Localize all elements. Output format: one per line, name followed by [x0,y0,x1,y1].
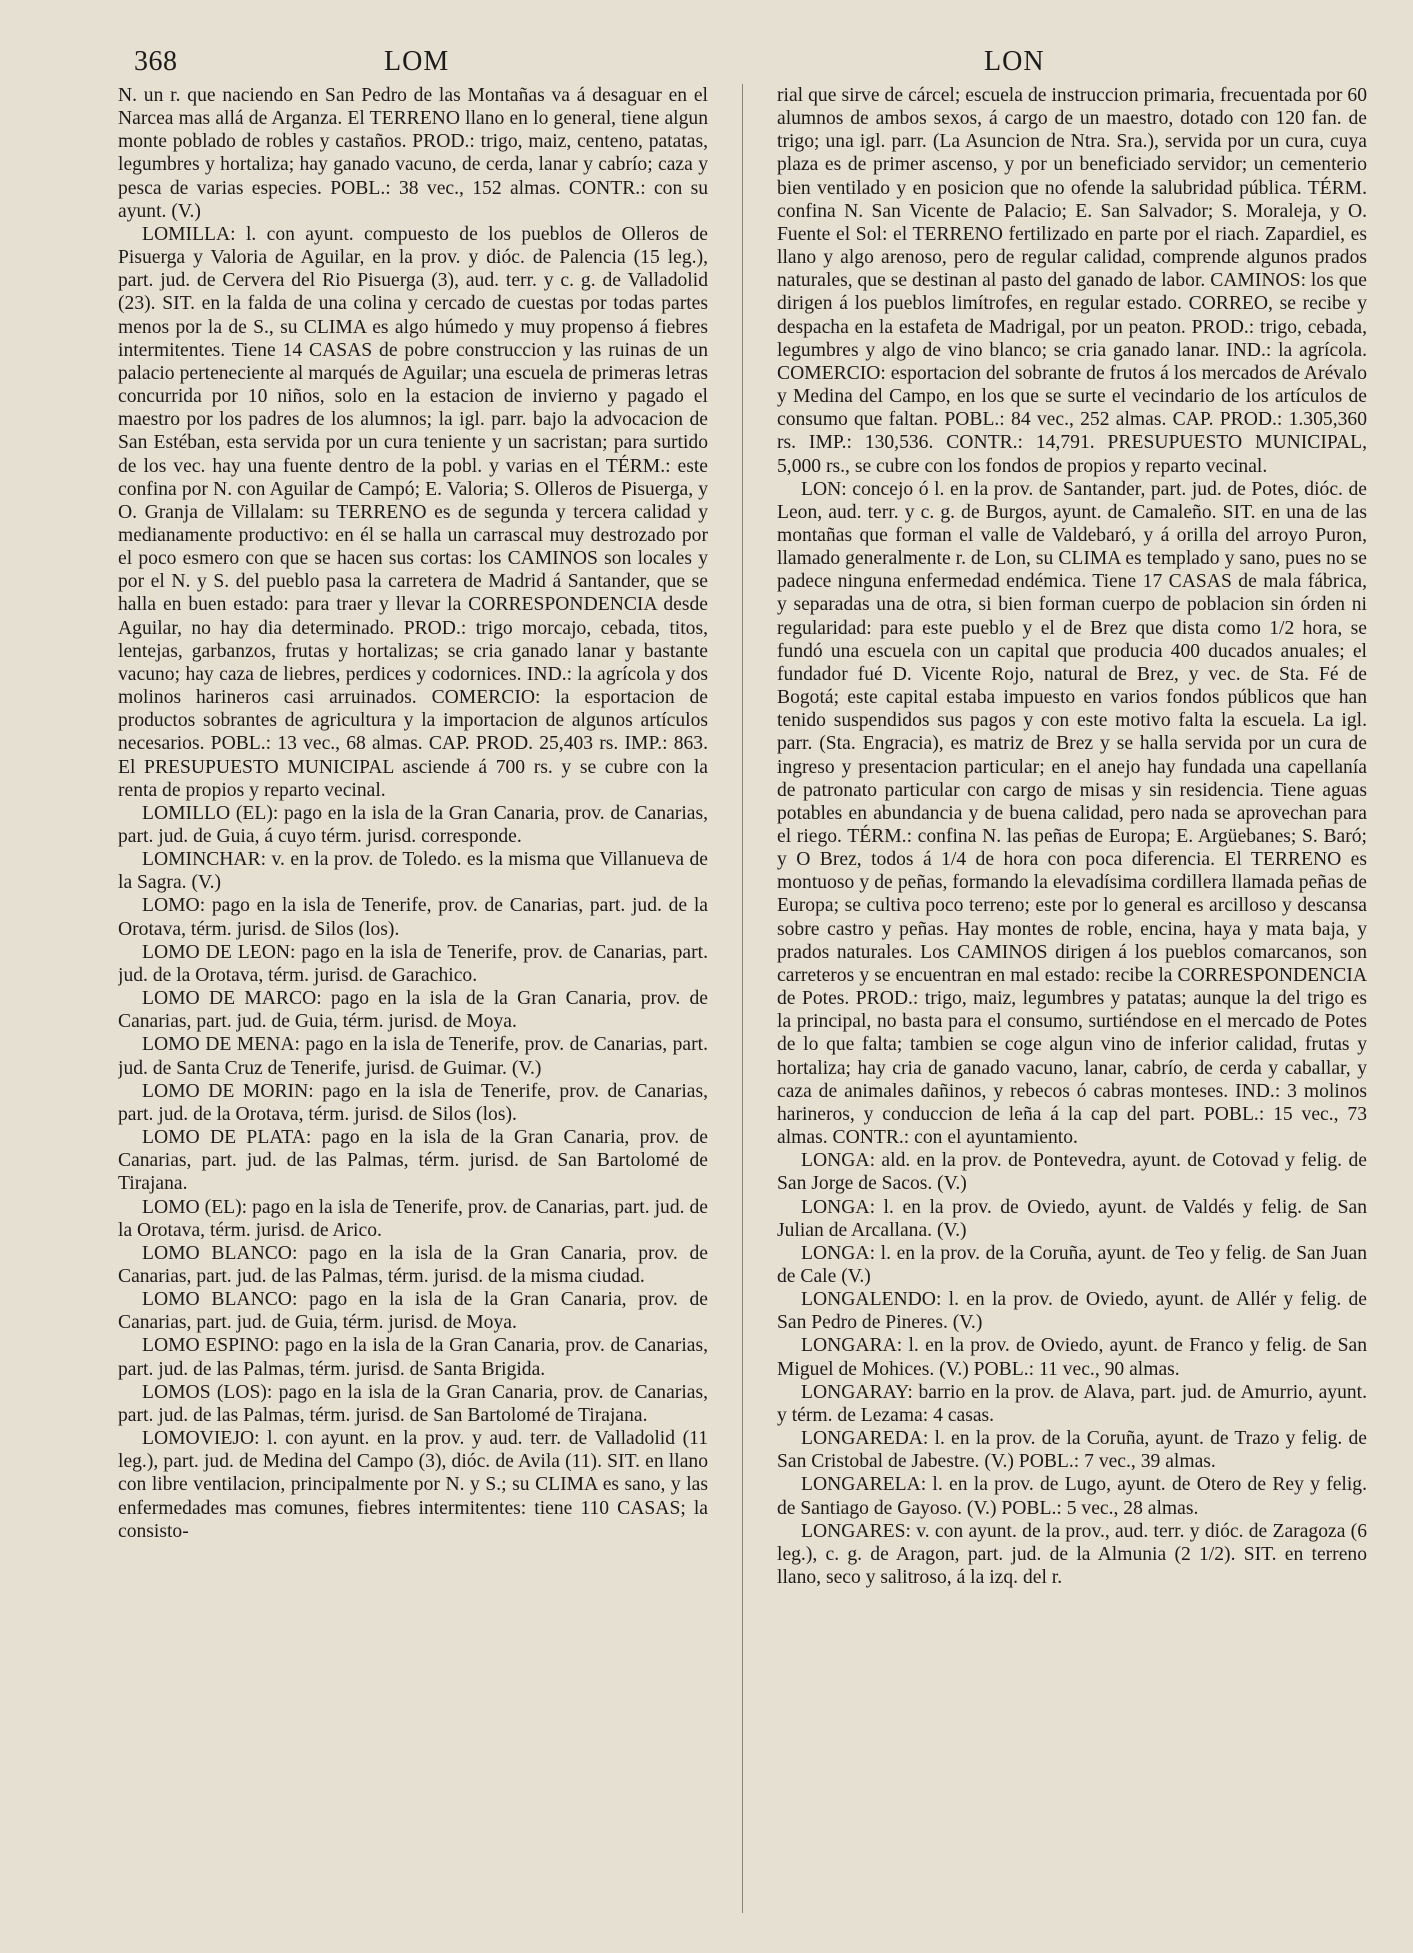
entry-longarela: LONGARELA: l. en la prov. de Lugo, ayunt. de Otero de Rey y felig. de Santiago de Gayoso. (V.) POBL.: 5 vec., 28 almas. [777,1474,1367,1519]
entry-text: rial que sirve de cárcel; escuela de instruccion primaria, frecuentada por 60 alumnos de ambos sexos, á cargo de un maestro, dotado con 120 fan. de trigo; una igl. parr. (La Asuncion de Ntra. Sra.), servida por un cura, cuya plaza es de primer ascenso, y por un beneficiado servidor; un cementerio bien ventilado y en posicion que no ofende la salubridad pública. TÉRM. confina N. San Vicente de Palacio; E. San Salvador; S. Moraleja, y O. Fuente el Sol: el TERRENO fertilizado en parte por el riach. Zapardiel, es llano y algo arenoso, pero de regular calidad, comprende algunos prados naturales, que se destinan al pasto del ganado de labor. CAMINOS: los que dirigen á los pueblos limítrofes, en regular estado. CORREO, se recibe y despacha en la estafeta de Madrigal, por un peaton. PROD.: trigo, cebada, legumbres y algo de vino blanco; se cria ganado lanar. IND.: la agrícola. COMERCIO: esportacion del sobrante de frutos á los mercados de Arévalo y Medina del Campo, en los que se surte el vecindario de los artículos de consumo que faltan. POBL.: 84 vec., 252 almas. CAP. PROD.: 1.305,360 rs. IMP.: 130,536. CONTR.: 14,791. PRESUPUESTO MUNICIPAL, 5,000 rs., se cubre con los fondos de propios y reparto vecinal. [777,85,1367,477]
entry-lomo-blanco-palmas: LOMO BLANCO: pago en la isla de la Gran Canaria, prov. de Canarias, part. jud. de las Palmas, térm. jurisd. de la misma ciudad. [118,1242,708,1287]
running-head-right: LON [984,46,1045,77]
entry-lomo-el: LOMO (EL): pago en la isla de Tenerife, prov. de Canarias, part. jud. de la Orotava, térm. jurisd. de Arico. [118,1196,708,1241]
entry-lomo-espino: LOMO ESPINO: pago en la isla de la Gran Canaria, prov. de Canarias, part. jud. de las Palmas, térm. jurisd. de Santa Brigida. [118,1335,708,1380]
entry-lomos-los: LOMOS (LOS): pago en la isla de la Gran Canaria, prov. de Canarias, part. jud. de las Palmas, térm. jurisd. de San Bartolomé de Tirajana. [118,1381,708,1426]
left-column [118,84,708,1913]
entry-longareda: LONGAREDA: l. en la prov. de la Coruña, ayunt. de Trazo y felig. de San Cristobal de Jabestre. (V.) POBL.: 7 vec., 39 almas. [777,1428,1367,1473]
entry-lomilla: LOMILLA: l. con ayunt. compuesto de los pueblos de Olleros de Pisuerga y Valoria de Aguilar, en la prov. y dióc. de Palencia (15 leg.), part. jud. de Cervera del Rio Pisuerga (3), aud. terr. y c. g. de Valladolid (23). SIT. en la falda de una colina y cercado de cuestas por todas partes menos por la de S., su CLIMA es algo húmedo y muy propenso á fiebres intermitentes. Tiene 14 CASAS de pobre construccion y las ruinas de un palacio perteneciente al marqués de Aguilar; una escuela de primeras letras concurrida por 10 niños, solo en la estacion de invierno y pagado el maestro por los padres de los alumnos; la igl. parr. bajo la advocacion de San Estéban, esta servida por un cura teniente y un sacristan; para surtido de los vec. hay una fuente dentro de la pobl. y varias en el TÉRM.: este confina por N. con Aguilar de Campó; E. Valoria; S. Olleros de Pisuerga, y O. Granja de Villalam: su TERRENO es de segunda y tercera calidad y medianamente productivo: en él se halla un carrascal muy destrozado por el poco esmero con que se hacen sus cortas: los CAMINOS son locales y por el N. y S. del pueblo pasa la carretera de Madrid á Santander, que se halla en buen estado: para traer y llevar la CORRESPONDENCIA desde Aguilar, no hay dia determinado. PROD.: trigo morcajo, cebada, titos, lentejas, garbanzos, frutas y hortalizas; se cria ganado lanar y bastante vacuno; hay caza de liebres, perdices y codornices. IND.: la agrícola y dos molinos harineros casi arruinados. COMERCIO: la esportacion de productos sobrantes de agricultura y la importacion de algunos artículos necesarios. POBL.: 13 vec., 68 almas. CAP. PROD. 25,403 rs. IMP.: 863. El PRESUPUESTO MUNICIPAL asciende á 700 rs. y se cubre con la renta de propios y reparto vecinal. [118,223,708,801]
entry-longara: LONGARA: l. en la prov. de Oviedo, ayunt. de Franco y felig. de San Miguel de Mohices. (V.) POBL.: 11 vec., 90 almas. [777,1335,1367,1380]
entry-lomo-blanco-guia: LOMO BLANCO: pago en la isla de la Gran Canaria, prov. de Canarias, part. jud. de Guia, térm. jurisd. de Moya. [118,1289,708,1334]
text-columns [118,84,1367,1913]
running-head-left: LOM [384,46,450,77]
entry-lomo-de-leon: LOMO DE LEON: pago en la isla de Tenerife, prov. de Canarias, part. jud. de la Orotava, térm. jurisd. de Garachico. [118,941,708,986]
entry-lon: LON: concejo ó l. en la prov. de Santander, part. jud. de Potes, dióc. de Leon, aud. terr. y c. g. de Burgos, ayunt. de Camaleño. SIT. en una de las montañas que forman el valle de Valdebaró, y á orilla del arroyo Puron, llamado generalmente r. de Lon, su CLIMA es templado y sano, pues no se padece ninguna enfermedad endémica. Tiene 17 CASAS de mala fábrica, y separadas una de otra, si bien forman cuerpo de poblacion sin órden ni regularidad: para este pueblo y el de Brez que dista como 1/2 hora, se fundó una escuela con un capital que producia 400 ducados anuales; el fundador fué D. Vicente Rojo, natural de Brez, y vec. de Sta. Fé de Bogotá; este capital estaba impuesto en varios fondos públicos que han tenido suspendidos sus pagos y con este motivo falta la escuela. La igl. parr. (Sta. Engracia), es matriz de Brez y se halla servida por un cura de ingreso y presentacion particular; en el anejo hay fundada una capellanía de patronato particular con cargo de misas y sin residencia. Tiene aguas potables en abundancia y de buena calidad, pero nada se aprovechan para el riego. TÉRM.: confina N. las peñas de Europa; E. Argüebanes; S. Baró; y O Brez, todos á 1/4 de hora con poca diferencia. El TERRENO es montuoso y de peñas, formando la elevadísima cordillera llamada peñas de Europa; se cultiva poco terreno; este por lo general es arcilloso y descansa sobre castro y peñas. Hay montes de roble, encina, haya y mata baja, y prados naturales. Los CAMINOS dirigen á los pueblos comarcanos, son carreteros y se encuentran en mal estado: recibe la CORRESPONDENCIA de Potes. PROD.: trigo, maiz, legumbres y patatas; aunque la del trigo es la principal, no basta para el consumo, surtiéndose en el mercado de Potes de lo que falta; tambien se coge algun vino de inferior calidad, frutas y hortaliza; hay cria de ganado vacuno, lanar, cabrío, de cerda y caballar, y caza de animales dañinos, y rebecos ó cabras monteses. IND.: 3 molinos harineros, y conduccion de leña á la cap del part. POBL.: 15 vec., 73 almas. CONTR.: con el ayuntamiento. [777,478,1367,1149]
entry-lomoviejo: LOMOVIEJO: l. con ayunt. en la prov. y aud. terr. de Valladolid (11 leg.), part. jud. de Medina del Campo (3), dióc. de Avila (11). SIT. en llano con libre ventilacion, principalmente por N. y S.; su CLIMA es sano, y las enfermedades mas comunes, fiebres intermitentes: tiene 110 CASAS; la consisto- [118,1428,708,1542]
entry-lomo-de-mena: LOMO DE MENA: pago en la isla de Tenerife, prov. de Canarias, part. jud. de Santa Cruz de Tenerife, jurisd. de Guimar. (V.) [118,1034,708,1079]
entry-longaray: LONGARAY: barrio en la prov. de Alava, part. jud. de Amurrio, ayunt. y térm. de Lezama: 4 casas. [777,1381,1367,1426]
entry-longa-pontevedra: LONGA: ald. en la prov. de Pontevedra, ayunt. de Cotovad y felig. de San Jorge de Sacos. (V.) [777,1150,1367,1195]
entry-longares: LONGARES: v. con ayunt. de la prov., aud. terr. y dióc. de Zaragoza (6 leg.), c. g. de Aragon, part. jud. de la Almunia (2 1/2). SIT. en terreno llano, seco y salitroso, á la izq. del r. [777,1520,1367,1588]
entry-lomo-de-morin: LOMO DE MORIN: pago en la isla de Tenerife, prov. de Canarias, part. jud. de la Orotava, térm. jurisd. de Silos (los). [118,1080,708,1125]
entry-lomo-de-marco: LOMO DE MARCO: pago en la isla de la Gran Canaria, prov. de Canarias, part. jud. de Guia, térm. jurisd. de Moya. [118,988,708,1033]
entry-lomo: LOMO: pago en la isla de Tenerife, prov. de Canarias, part. jud. de la Orotava, térm. jurisd. de Silos (los). [118,895,708,940]
entry-lomillo: LOMILLO (EL): pago en la isla de la Gran Canaria, prov. de Canarias, part. jud. de Guia, á cuyo térm. jurisd. corresponde. [118,802,708,847]
page-number: 368 [134,46,178,77]
entry-lomo-de-plata: LOMO DE PLATA: pago en la isla de la Gran Canaria, prov. de Canarias, part. jud. de las Palmas, térm. jurisd. de San Bartolomé de Tirajana. [118,1127,708,1195]
entry-longa-oviedo: LONGA: l. en la prov. de Oviedo, ayunt. de Valdés y felig. de San Julian de Arcallana. (V.) [777,1196,1367,1241]
entry-longa-coruna: LONGA: l. en la prov. de la Coruña, ayunt. de Teo y felig. de San Juan de Cale (V.) [777,1242,1367,1287]
page-header [134,46,1367,82]
entry-text: N. un r. que naciendo en San Pedro de las Montañas va á desaguar en el Narcea mas allá de Arganza. El TERRENO llano en lo general, tiene algun monte poblado de robles y castaños. PROD.: trigo, maiz, centeno, patatas, legumbres y hortaliza; hay ganado vacuno, de cerda, lanar y cabrío; caza y pesca de varias especies. POBL.: 38 vec., 152 almas. CONTR.: con su ayunt. (V.) [118,85,708,222]
column-divider [742,84,743,1913]
right-column [777,84,1367,1913]
entry-lominchar: LOMINCHAR: v. en la prov. de Toledo. es la misma que Villanueva de la Sagra. (V.) [118,849,708,894]
entry-longalendo: LONGALENDO: l. en la prov. de Oviedo, ayunt. de Allér y felig. de San Pedro de Pineres. (V.) [777,1289,1367,1334]
